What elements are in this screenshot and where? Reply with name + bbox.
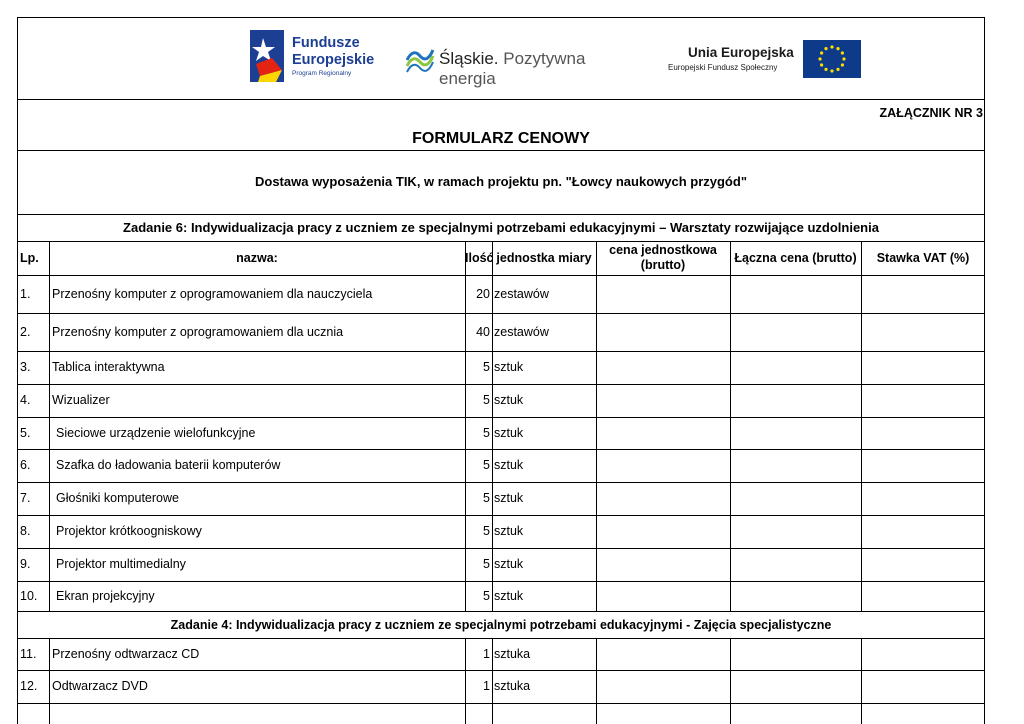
row-unit: sztuk	[494, 426, 524, 440]
slaskie-slogan: Pozytywna energia	[439, 49, 586, 88]
row-unit: sztuk	[494, 360, 524, 374]
row-unit: sztuk	[494, 524, 524, 538]
row-qty: 5	[483, 491, 490, 505]
row-name: Tablica interaktywna	[52, 360, 165, 374]
attachment-label: ZAŁĄCZNIK NR 3	[879, 106, 983, 120]
row-name: Przenośny komputer z oprogramowaniem dla ucznia	[52, 325, 344, 339]
row-qty: 5	[483, 393, 490, 407]
row-lp: 3.	[20, 360, 31, 374]
row-qty: 1	[483, 679, 490, 693]
row-qty: 5	[483, 458, 490, 472]
row-unit: sztuka	[494, 679, 531, 693]
row-name: Głośniki komputerowe	[56, 491, 179, 505]
col-header-unit-price-2: (brutto)	[640, 258, 686, 272]
form-title: FORMULARZ CENOWY	[412, 130, 590, 147]
col-header-vat: Stawka VAT (%)	[876, 251, 970, 265]
row-qty: 5	[483, 557, 490, 571]
fundusze-europejskie-logo	[250, 30, 380, 88]
row-lp: 10.	[20, 589, 38, 603]
row-unit: sztuk	[494, 458, 524, 472]
row-name: Odtwarzacz DVD	[52, 679, 148, 693]
row-lp: 11.	[20, 647, 37, 661]
row-unit: zestawów	[494, 287, 549, 301]
ue-title: Unia Europejska	[688, 45, 794, 60]
eu-flag-icon	[803, 40, 861, 78]
col-header-unit-price-1: cena jednostkowa	[609, 243, 717, 257]
fe-line3: Program Regionalny	[292, 70, 352, 77]
slaskie-name: Śląskie.	[439, 49, 499, 68]
task6-title: Zadanie 6: Indywidualizacja pracy z uczniem ze specjalnymi potrzebami edukacyjnymi – Warsztaty rozwijające uzdolnienia	[123, 220, 879, 235]
row-name: Przenośny komputer z oprogramowaniem dla nauczyciela	[52, 287, 373, 301]
row-qty: 5	[483, 589, 490, 603]
row-lp: 4.	[20, 393, 31, 407]
row-lp: 1.	[20, 287, 31, 301]
row-name: Szafka do ładowania baterii komputerów	[56, 458, 281, 472]
row-lp: 5.	[20, 426, 31, 440]
row-qty: 1	[483, 647, 490, 661]
col-header-unit: jednostka miary	[496, 251, 592, 265]
row-unit: sztuk	[494, 557, 524, 571]
row-name: Projektor krótkoogniskowy	[56, 524, 202, 538]
row-lp: 12.	[20, 679, 38, 693]
fe-line1: Fundusze	[292, 35, 360, 51]
fe-line2: Europejskie	[292, 52, 375, 68]
row-name: Wizualizer	[52, 393, 110, 407]
row-lp: 9.	[20, 557, 31, 571]
slaskie-logo	[405, 44, 645, 88]
col-header-lp: Lp.	[20, 251, 39, 265]
row-unit: sztuk	[494, 393, 524, 407]
row-lp: 8.	[20, 524, 31, 538]
row-name: Sieciowe urządzenie wielofunkcyjne	[56, 426, 256, 440]
row-name: Przenośny odtwarzacz CD	[52, 647, 200, 661]
task4-title: Zadanie 4: Indywidualizacja pracy z uczniem ze specjalnymi potrzebami edukacyjnymi - Zajęcia specjalistyczne	[170, 618, 832, 632]
slaskie-waves-icon	[405, 44, 435, 74]
row-qty: 5	[483, 524, 490, 538]
col-header-name: nazwa:	[236, 251, 278, 265]
procurement-subject: Dostawa wyposażenia TIK, w ramach projektu pn. "Łowcy naukowych przygód"	[255, 174, 747, 189]
row-name: Projektor multimedialny	[56, 557, 186, 571]
ue-subtitle: Europejski Fundusz Społeczny	[668, 63, 778, 72]
row-qty: 20	[476, 287, 490, 301]
row-lp: 7.	[20, 491, 31, 505]
row-lp: 6.	[20, 458, 31, 472]
row-name: Ekran projekcyjny	[56, 589, 155, 603]
row-unit: zestawów	[494, 325, 549, 339]
row-qty: 5	[483, 360, 490, 374]
row-unit: sztuka	[494, 647, 531, 661]
row-qty: 5	[483, 426, 490, 440]
row-unit: sztuk	[494, 491, 524, 505]
row-qty: 40	[476, 325, 490, 339]
row-lp: 2.	[20, 325, 31, 339]
row-unit: sztuk	[494, 589, 524, 603]
col-header-total: Łączna cena (brutto)	[734, 251, 857, 265]
unia-europejska-logo	[668, 40, 863, 82]
col-header-qty: Ilość	[465, 251, 494, 265]
